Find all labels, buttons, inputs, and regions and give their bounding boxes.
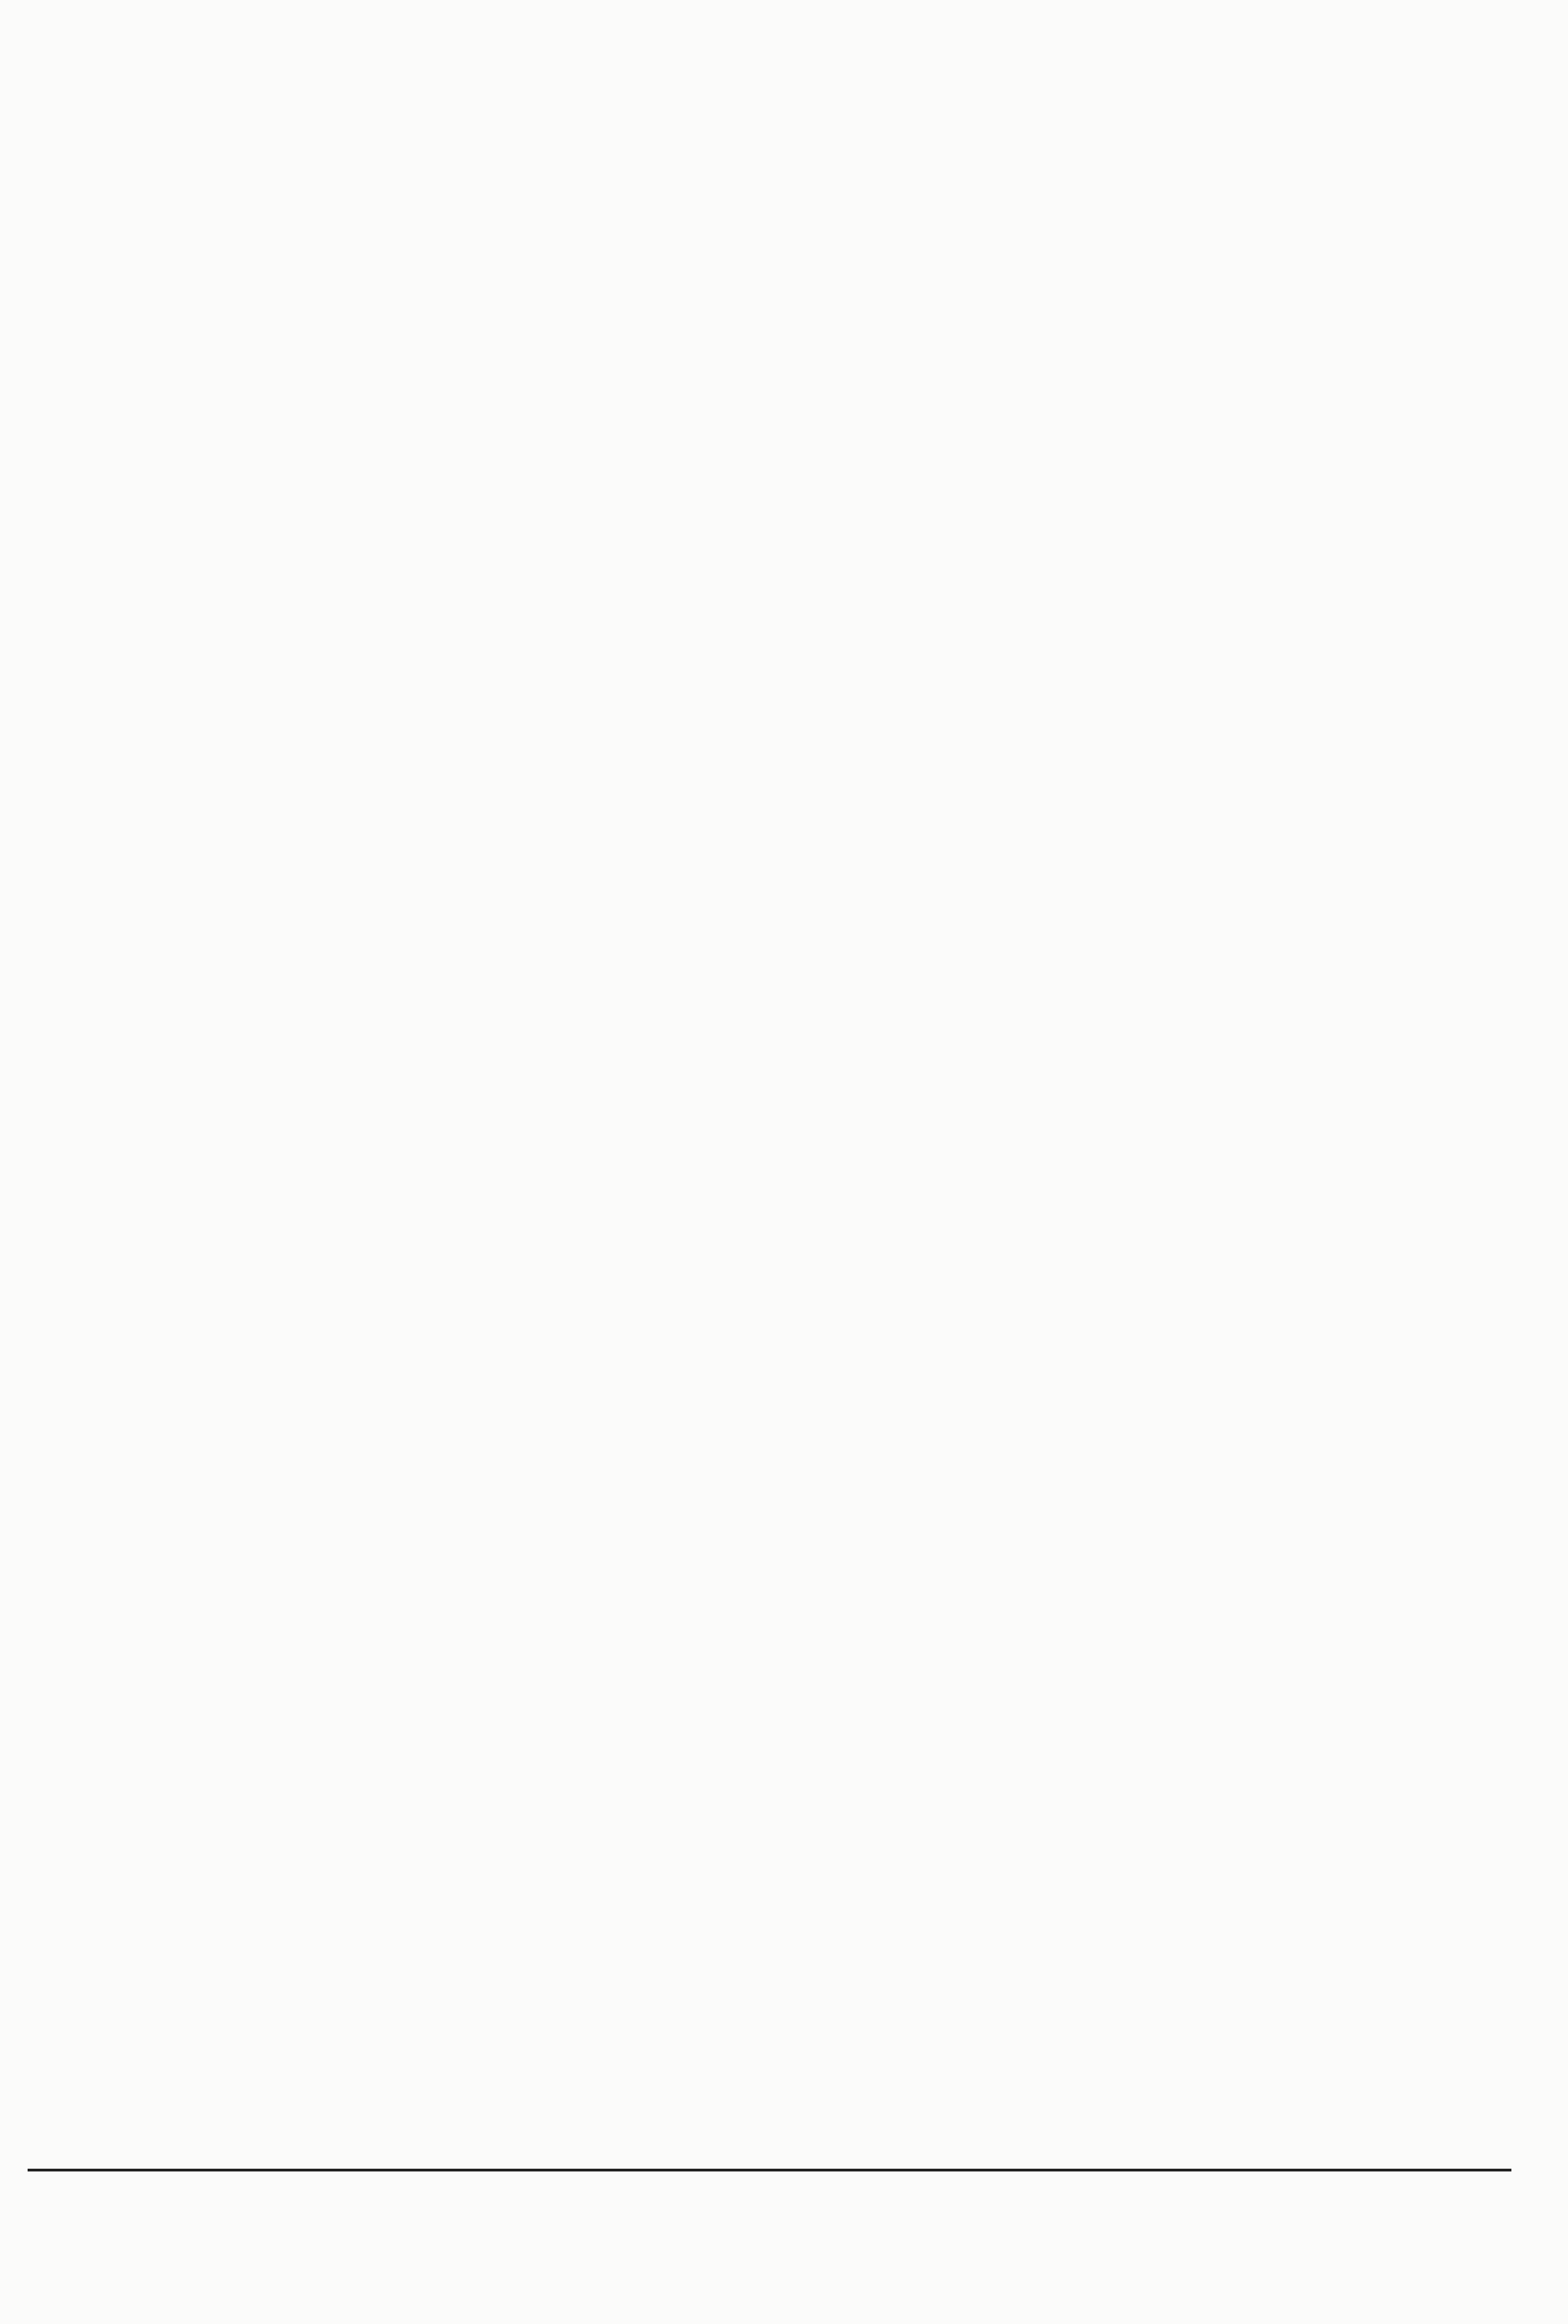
page-footer — [28, 2180, 1511, 2235]
footer-rule — [28, 2169, 1511, 2171]
